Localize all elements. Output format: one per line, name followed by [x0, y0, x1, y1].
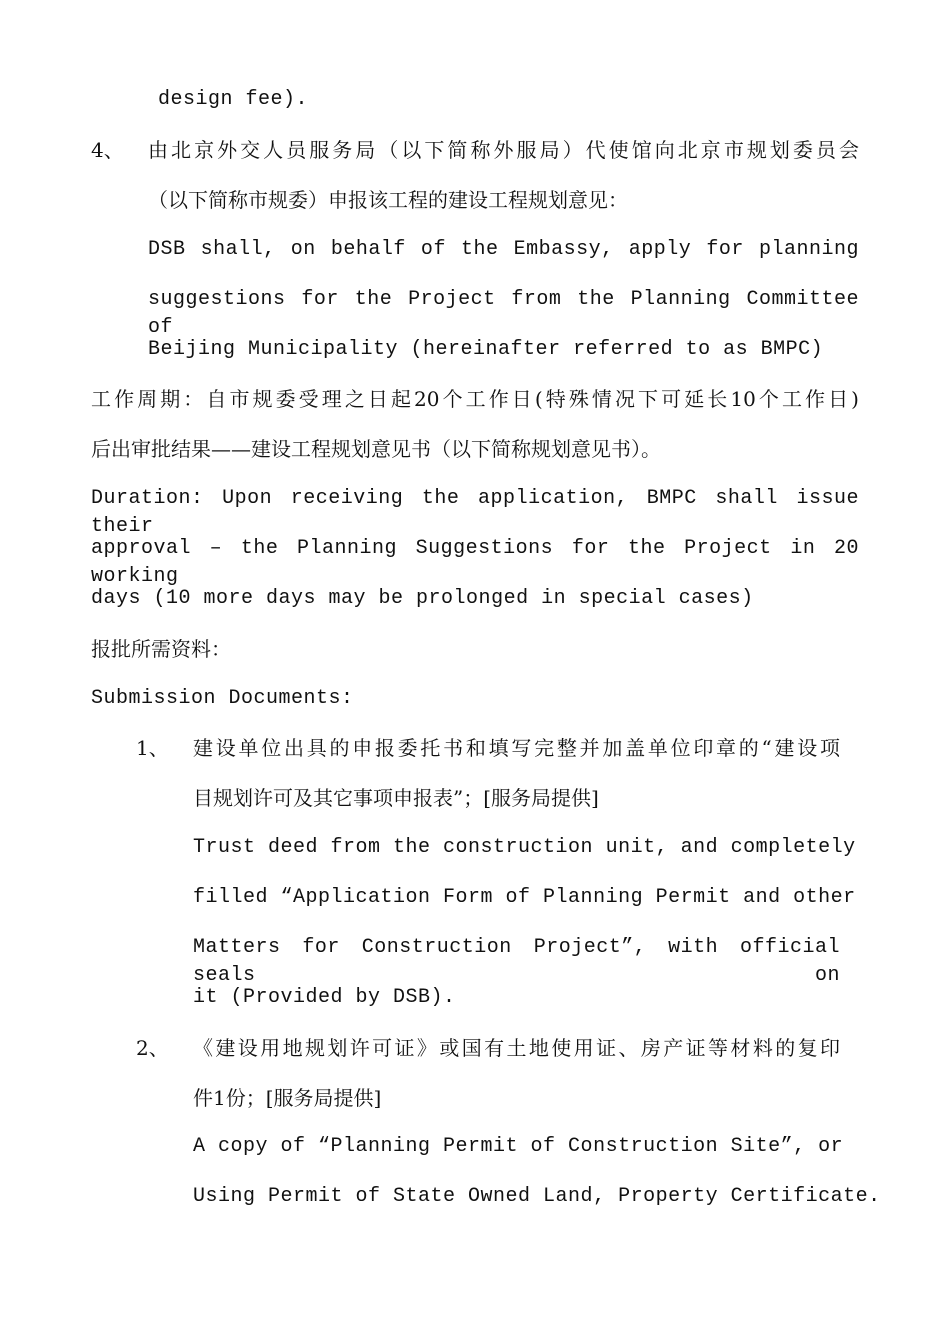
- duration-chinese-line-2: 后出审批结果——建设工程规划意见书（以下简称规划意见书）。: [91, 437, 661, 461]
- item4-number: 4、: [91, 138, 124, 162]
- item4-chinese-line-2: （以下简称市规委）申报该工程的建设工程规划意见：: [148, 188, 628, 212]
- doc-item1-chinese-line-2: 目规划许可及其它事项申报表”；[服务局提供]: [193, 786, 599, 810]
- duration-english-line-3: days (10 more days may be prolonged in special cases): [91, 587, 754, 610]
- item4-english-line-1: DSB shall, on behalf of the Embassy, apply for planning: [148, 238, 859, 261]
- doc-item1-english-line-1: Trust deed from the construction unit, and completely: [193, 836, 856, 859]
- duration-english-line-1: Duration: Upon receiving the application, BMPC shall issue their: [91, 487, 859, 538]
- doc-item2-english-line-1: A copy of “Planning Permit of Construction Site”, or: [193, 1135, 844, 1158]
- duration-chinese-line-1: 工作周期：自市规委受理之日起20个工作日(特殊情况下可延长10个工作日): [91, 387, 859, 411]
- doc-item2-chinese-line-1: 《建设用地规划许可证》或国有土地使用证、房产证等材料的复印: [193, 1036, 840, 1060]
- doc-item1-english-line-3: Matters for Construction Project”, with official seals on: [193, 936, 840, 987]
- item3-tail-line: design fee).: [158, 88, 309, 111]
- doc-item1-english-line-4: it (Provided by DSB).: [193, 986, 456, 1009]
- duration-english-line-2: approval – the Planning Suggestions for the Project in 20 working: [91, 537, 859, 588]
- item4-english-line-2: suggestions for the Project from the Planning Committee of: [148, 288, 859, 339]
- submission-heading-english: Submission Documents:: [91, 687, 354, 710]
- doc-item2-english-line-2: Using Permit of State Owned Land, Property Certificate.: [193, 1185, 881, 1208]
- doc-item2-chinese-line-2: 件1份；[服务局提供]: [193, 1086, 382, 1110]
- doc-item1-english-line-2: filled “Application Form of Planning Permit and other: [193, 886, 856, 909]
- item4-english-line-3: Beijing Municipality (hereinafter referred to as BMPC): [148, 338, 824, 361]
- doc-item1-chinese-line-1: 建设单位出具的申报委托书和填写完整并加盖单位印章的“建设项: [193, 736, 840, 760]
- item4-chinese-line-1: 由北京外交人员服务局（以下简称外服局）代使馆向北京市规划委员会: [148, 138, 859, 162]
- doc-item2-number: 2、: [136, 1036, 169, 1060]
- doc-item1-number: 1、: [136, 736, 169, 760]
- submission-heading-chinese: 报批所需资料：: [91, 637, 231, 661]
